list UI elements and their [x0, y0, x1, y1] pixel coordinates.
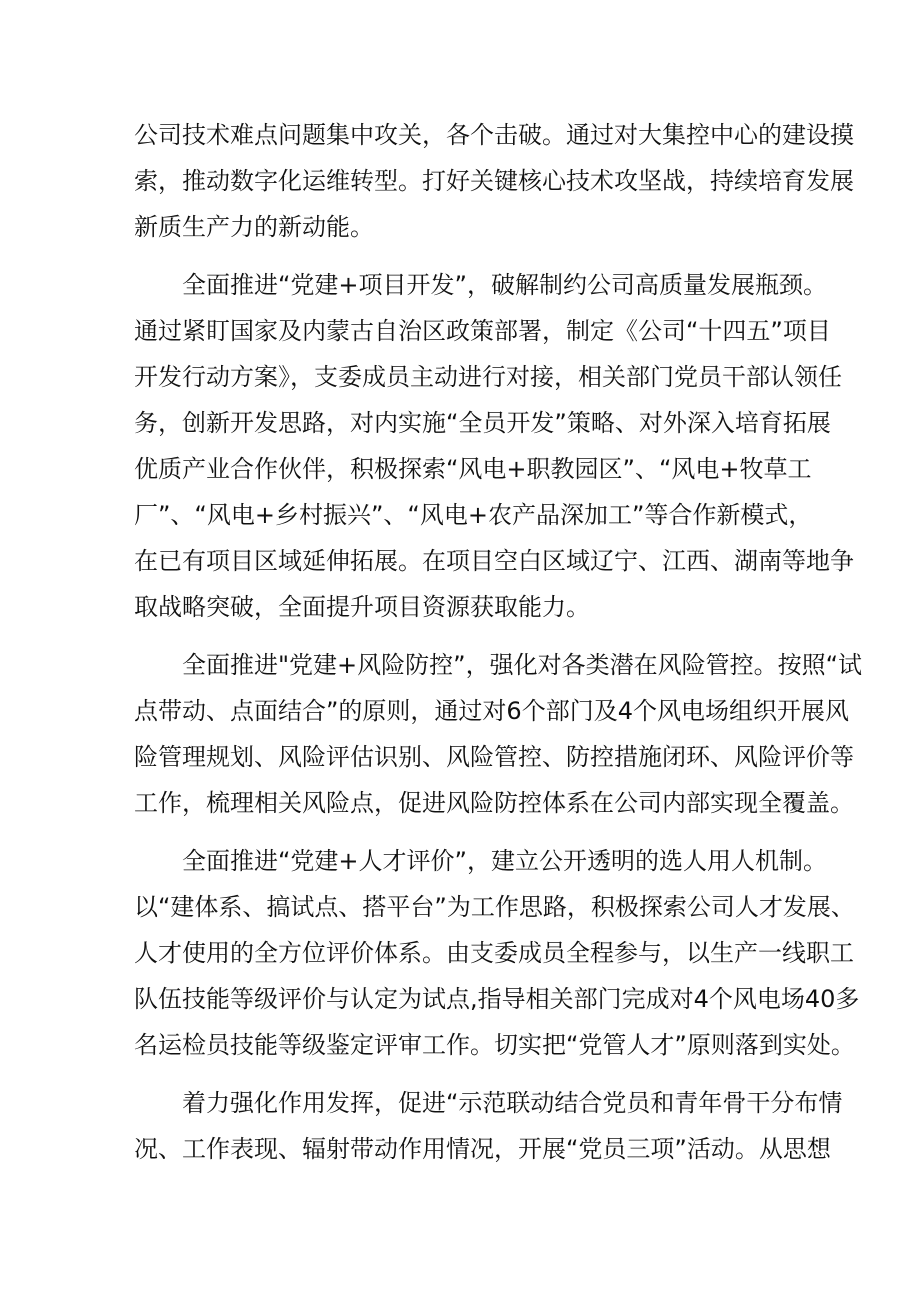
paragraph-line: 名运检员技能等级鉴定评审工作。切实把“党管人才”原则落到实处。: [134, 1031, 855, 1059]
paragraph-line: 工作，梳理相关风险点，促进风险防控体系在公司内部实现全覆盖。: [134, 789, 854, 817]
document-body: [134, 112, 863, 1172]
paragraph-line: 以“建体系、搞试点、搭平台”为工作思路，积极探索公司人才发展、: [134, 893, 855, 921]
paragraph-line: 全面推进“党建+项目开发”，破解制约公司高质量发展瓶颈。: [182, 271, 827, 299]
paragraph-line: 新质生产力的新动能。: [134, 213, 374, 241]
paragraph-line: 全面推进"党建+风险防控”，强化对各类潜在风险管控。按照“试: [182, 651, 863, 679]
paragraph-2: [134, 262, 854, 630]
paragraph-3: [134, 642, 863, 826]
paragraph-line: 人才使用的全方位评价体系。由支委成员全程参与，以生产一线职工: [134, 939, 854, 967]
paragraph-line: 着力强化作用发挥，促进“示范联动结合党员和青年骨干分布情: [182, 1089, 843, 1117]
paragraph-line: 优质产业合作伙伴，积极探索“风电+职教园区”、“风电+牧草工: [134, 455, 812, 483]
paragraph-line: 险管理规划、风险评估识别、风险管控、防控措施闭环、风险评价等: [134, 743, 854, 771]
paragraph-line: 开发行动方案》，支委成员主动进行对接，相关部门党员干部认领任: [134, 363, 842, 391]
paragraph-1: [134, 112, 854, 250]
paragraph-line: 索，推动数字化运维转型。打好关键核心技术攻坚战，持续培育发展: [134, 167, 854, 195]
paragraph-line: 况、工作表现、辐射带动作用情况，开展“党员三项”活动。从思想: [134, 1135, 831, 1163]
paragraph-line: 通过紧盯国家及内蒙古自治区政策部署，制定《公司“十四五”项目: [134, 317, 831, 345]
paragraph-line: 厂”、“风电+乡村振兴”、“风电+农产品深加工”等合作新模式，: [134, 501, 813, 529]
paragraph-line: 取战略突破，全面提升项目资源获取能力。: [134, 593, 590, 621]
paragraph-line: 队伍技能等级评价与认定为试点,指导相关部门完成对4个风电场40多: [134, 985, 860, 1013]
paragraph-line: 在已有项目区域延伸拓展。在项目空白区域辽宁、江西、湖南等地争: [134, 547, 854, 575]
paragraph-line: 点带动、点面结合”的原则，通过对6个部门及4个风电场组织开展风: [134, 697, 849, 725]
paragraph-line: 公司技术难点问题集中攻关，各个击破。通过对大集控中心的建设摸: [134, 121, 854, 149]
paragraph-line: 全面推进“党建+人才评价”，建立公开透明的选人用人机制。: [182, 847, 827, 875]
paragraph-line: 务，创新开发思路，对内实施“全员开发”策略、对外深入培育拓展: [134, 409, 831, 437]
paragraph-4: [134, 838, 860, 1068]
paragraph-5: [134, 1080, 843, 1172]
